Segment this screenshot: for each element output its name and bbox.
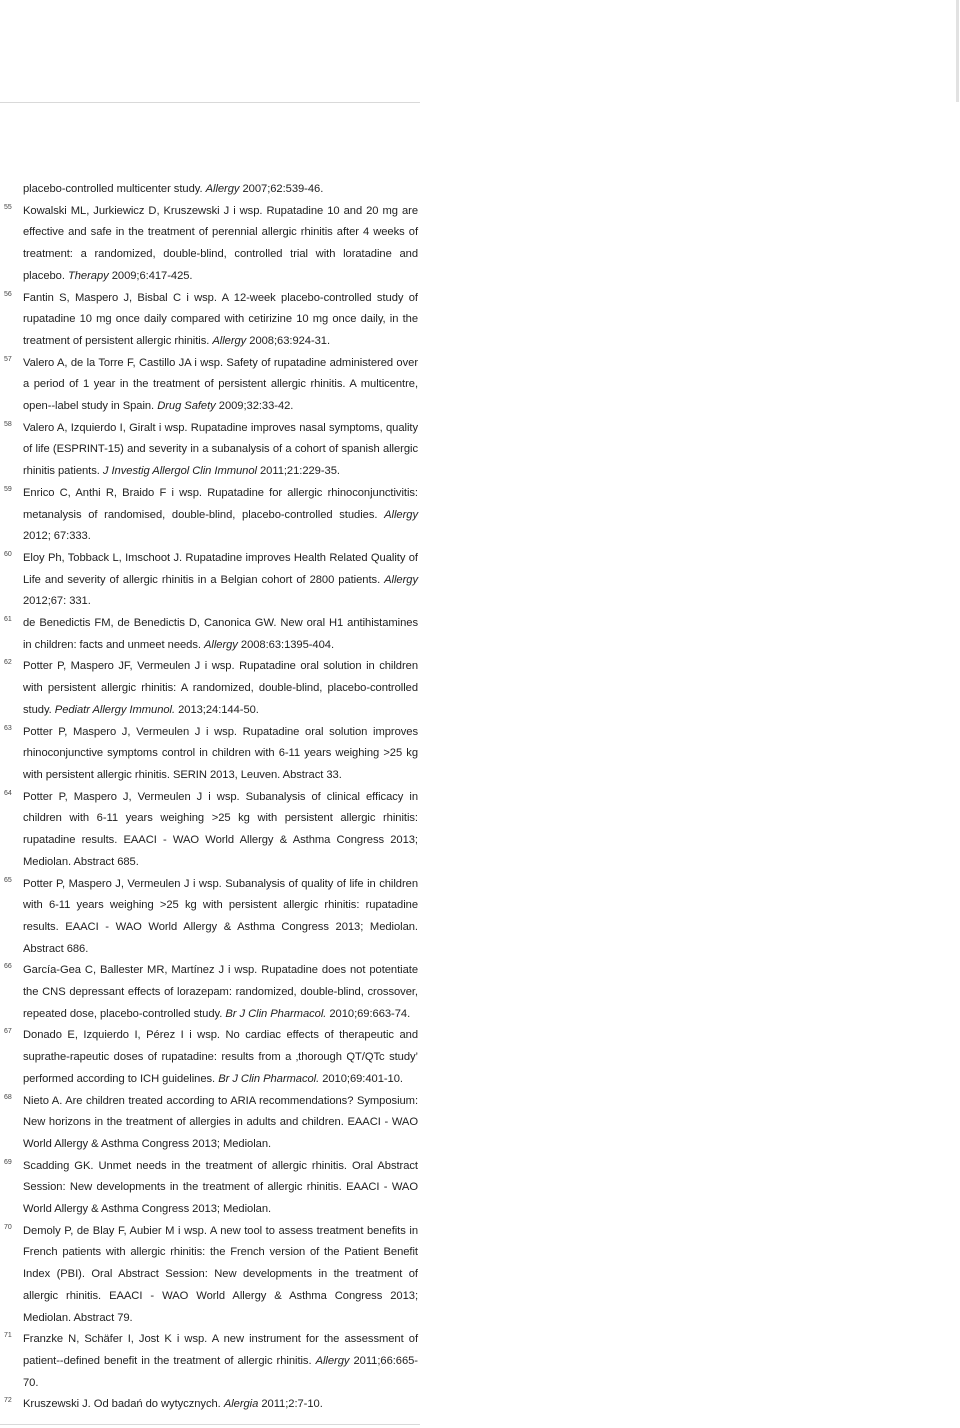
reference-item xyxy=(0,722,418,787)
reference-text xyxy=(23,483,418,548)
reference-text xyxy=(23,353,418,418)
reference-item xyxy=(0,787,418,874)
reference-body: de Benedictis FM, de Benedictis D, Canonica GW. New oral H1 antihistamines in children: facts and unmeet needs. xyxy=(23,617,418,651)
reference-citation: 2009;6:417-425. xyxy=(108,269,193,282)
reference-citation: 2009;32:33-42. xyxy=(215,400,294,413)
reference-item xyxy=(0,1221,418,1330)
reference-body: Donado E, Izquierdo I, Pérez I i wsp. No cardiac effects of therapeutic and suprathe-rapeutic doses of rupatadine: results from a ‚thorough QT/QTc study’ performed according to ICH guidelines. xyxy=(23,1029,418,1085)
reference-number: 56 xyxy=(4,290,12,298)
reference-text xyxy=(23,1025,418,1090)
reference-journal: Allergy xyxy=(315,1354,350,1367)
reference-item xyxy=(0,1091,418,1156)
reference-journal: Pediatr Allergy Immunol. xyxy=(54,703,176,716)
reference-journal: Allergy xyxy=(384,573,418,586)
reference-number: 55 xyxy=(4,203,12,211)
reference-journal: Allergy xyxy=(204,638,238,651)
reference-journal: Allergy xyxy=(384,508,418,521)
reference-number: 68 xyxy=(4,1093,12,1101)
reference-citation: 2011;2:7-10. xyxy=(258,1398,323,1411)
reference-item xyxy=(0,418,418,483)
reference-number: 59 xyxy=(4,485,12,493)
reference-body: Fantin S, Maspero J, Bisbal C i wsp. A 12-week placebo-controlled study of rupatadine 10 mg once daily compared with cetirizine 10 mg once daily, in the treatment of persistent allergic rhinitis. xyxy=(23,291,418,347)
reference-text xyxy=(23,1329,418,1394)
reference-journal: Br J Clin Pharmacol. xyxy=(225,1007,327,1020)
reference-journal: Alergia xyxy=(223,1398,259,1411)
reference-text xyxy=(23,201,418,288)
reference-citation: 2010;69:401-10. xyxy=(319,1072,403,1085)
reference-body: Demoly P, de Blay F, Aubier M i wsp. A new tool to assess treatment benefits in French patients with allergic rhinitis: the French version of the Patient Benefit Index (PBI). Oral Abstract Session: New developments in the treatment of allergic rhinitis. EAACI - WAO World Allergy & Asthma Congress 2013; Mediolan. Abstract 79. xyxy=(23,1224,418,1324)
reference-number: 58 xyxy=(4,420,12,428)
reference-body: Valero A, Izquierdo I, Giralt i wsp. Rupatadine improves nasal symptoms, quality of life (ESPRINT-15) and severity in a subanalysis of a cohort of spanish allergic rhinitis patients. xyxy=(23,421,418,478)
reference-item xyxy=(0,1025,418,1090)
reference-text xyxy=(23,418,418,483)
reference-citation: 2012; 67:333. xyxy=(23,530,91,543)
reference-journal: Drug Safety xyxy=(157,400,216,413)
reference-item xyxy=(0,613,418,656)
reference-body: Scadding GK. Unmet needs in the treatment of allergic rhinitis. Oral Abstract Session: New developments in the treatment of allergic rhinitis. EAACI - WAO World Allergy & Asthma Congress 2013; Mediolan. xyxy=(23,1159,418,1216)
reference-body: Potter P, Maspero J, Vermeulen J i wsp. Subanalysis of clinical efficacy in children with 6-11 years weighing >25 kg with persistent allergic rhinitis: rupatadine results. EAACI - WAO World Allergy & Asthma Congress 2013; Mediolan. Abstract 685. xyxy=(23,790,418,868)
reference-text xyxy=(23,548,418,613)
reference-body: Enrico C, Anthi R, Braido F i wsp. Rupatadine for allergic rhinoconjunctivitis: metanalysis of randomised, double-blind, placebo-controlled studies. xyxy=(23,486,418,521)
reference-item xyxy=(0,874,418,961)
reference-text xyxy=(23,874,418,961)
reference-body: Potter P, Maspero JF, Vermeulen J i wsp. Rupatadine oral solution in children with persistent allergic rhinitis: A randomized, double-blind, placebo-controlled study. xyxy=(23,660,418,716)
reference-text xyxy=(23,1156,418,1221)
reference-text xyxy=(23,722,418,787)
reference-body: Eloy Ph, Tobback L, Imschoot J. Rupatadine improves Health Related Quality of Life and severity of allergic rhinitis in a Belgian cohort of 2800 patients. xyxy=(23,551,418,586)
reference-text xyxy=(23,179,418,201)
reference-number: 65 xyxy=(4,876,12,884)
reference-item xyxy=(0,288,418,353)
reference-text xyxy=(23,1394,418,1416)
reference-number: 66 xyxy=(4,963,12,971)
reference-item xyxy=(0,1329,418,1394)
reference-citation: 2011;21:229-35. xyxy=(256,465,340,478)
reference-text xyxy=(23,1221,418,1330)
reference-text xyxy=(23,613,418,656)
reference-citation: 2007;62:539-46. xyxy=(239,183,324,195)
reference-number: 64 xyxy=(4,789,12,797)
reference-text xyxy=(23,656,418,721)
bottom-rule xyxy=(0,1424,420,1425)
reference-text xyxy=(23,960,418,1025)
reference-item xyxy=(0,656,418,721)
reference-item xyxy=(0,548,418,613)
reference-citation: 2013;24:144-50. xyxy=(175,703,259,716)
reference-number: 69 xyxy=(4,1158,12,1166)
reference-body: placebo-controlled multicenter study. xyxy=(23,183,206,195)
side-rule xyxy=(956,0,959,102)
reference-body: Nieto A. Are children treated according to ARIA recommendations? Symposium: New horizons in the treatment of allergies in adults and children. EAACI - WAO World Allergy & Asthma Congress 2013; Mediolan. xyxy=(23,1094,418,1150)
reference-body: Valero A, de la Torre F, Castillo JA i wsp. Safety of rupatadine administered over a period of 1 year in the treatment of persistent allergic rhinitis. A multicentre, open--label study in Spain. xyxy=(23,356,418,413)
reference-body: Potter P, Maspero J, Vermeulen J i wsp. Rupatadine oral solution improves rhinoconjunctive symptoms control in children with 6-11 years weighing >25 kg with persistent allergic rhinitis. SERIN 2013, Leuven. Abstract 33. xyxy=(23,725,418,781)
reference-item xyxy=(0,483,418,548)
reference-text xyxy=(23,787,418,874)
reference-body: García-Gea C, Ballester MR, Martínez J i wsp. Rupatadine does not potentiate the CNS depressant effects of lorazepam: randomized, double-blind, crossover, repeated dose, placebo-controlled study. xyxy=(23,964,418,1020)
reference-citation: 2011;66:665-70. xyxy=(23,1354,418,1389)
reference-item xyxy=(0,960,418,1025)
reference-text xyxy=(23,1091,418,1156)
reference-item xyxy=(0,201,418,288)
reference-journal: Allergy xyxy=(212,334,247,347)
reference-number: 70 xyxy=(4,1223,12,1231)
reference-body: Potter P, Maspero J, Vermeulen J i wsp. Subanalysis of quality of life in children with 6-11 years weighing >25 kg with persistent allergic rhinitis: rupatadine results. EAACI - WAO World Allergy & Asthma Congress 2013; Mediolan. Abstract 686. xyxy=(23,877,418,955)
reference-citation: 2008:63:1395-404. xyxy=(237,638,335,651)
reference-body: Kruszewski J. Od badań do wytycznych. xyxy=(23,1398,224,1411)
reference-body: Kowalski ML, Jurkiewicz D, Kruszewski J i wsp. Rupatadine 10 and 20 mg are effective and safe in the treatment of perennial allergic rhinitis after 4 weeks of treatment: a randomized, double-blind, controlled trial with loratadine and placebo. xyxy=(23,204,418,282)
reference-item xyxy=(0,1394,418,1416)
reference-citation: 2008;63:924-31. xyxy=(246,334,331,347)
reference-journal: Allergy xyxy=(205,183,240,195)
reference-number: 62 xyxy=(4,659,12,667)
reference-citation: 2012;67: 331. xyxy=(23,595,91,608)
reference-journal: J Investig Allergol Clin Immunol xyxy=(102,465,257,478)
reference-number: 67 xyxy=(4,1028,12,1036)
reference-journal: Br J Clin Pharmacol. xyxy=(218,1072,320,1085)
top-rule xyxy=(0,102,420,103)
reference-number: 63 xyxy=(4,724,12,732)
reference-number: 61 xyxy=(4,616,12,624)
reference-body: Franzke N, Schäfer I, Jost K i wsp. A new instrument for the assessment of patient--defined benefit in the treatment of allergic rhinitis. xyxy=(23,1333,418,1367)
reference-list xyxy=(0,179,430,1416)
reference-number: 72 xyxy=(4,1397,12,1405)
reference-citation: 2010;69:663-74. xyxy=(326,1007,411,1020)
reference-number: 71 xyxy=(4,1332,12,1340)
reference-text xyxy=(23,288,418,353)
reference-item xyxy=(0,353,418,418)
reference-item xyxy=(0,1156,418,1221)
reference-number: 57 xyxy=(4,355,12,363)
reference-journal: Therapy xyxy=(67,269,109,282)
reference-number: 60 xyxy=(4,550,12,558)
reference-item xyxy=(0,179,418,201)
